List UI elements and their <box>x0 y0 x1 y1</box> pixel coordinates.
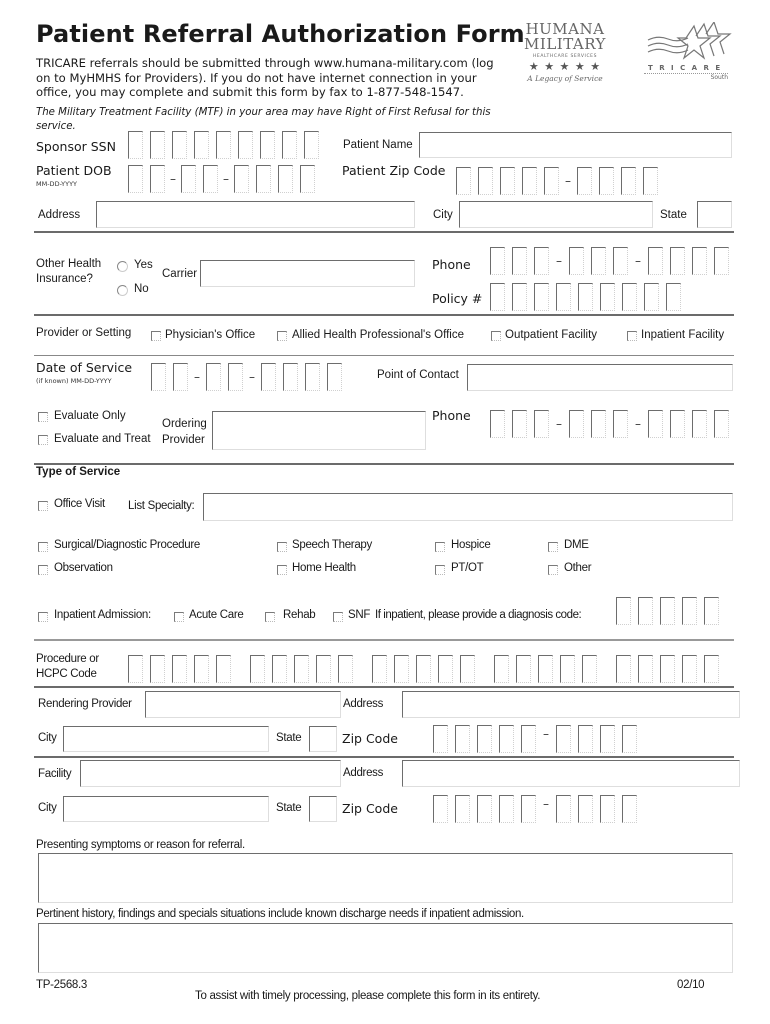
allied-health-checkbox[interactable] <box>277 331 287 341</box>
other-label: Other <box>564 562 592 574</box>
insurance-yes-radio[interactable] <box>117 261 128 272</box>
date-of-service-label: Date of Service <box>36 360 133 375</box>
dash-separator: – <box>249 370 255 384</box>
facility-address-label: Address <box>343 767 384 779</box>
zip-digit[interactable] <box>477 725 492 753</box>
inpatient-facility-checkbox[interactable] <box>627 331 637 341</box>
outpatient-facility-checkbox[interactable] <box>491 331 501 341</box>
zip-digit[interactable] <box>556 725 571 753</box>
date-digit[interactable] <box>206 363 221 391</box>
carrier-label: Carrier <box>162 268 198 280</box>
ssn-digit[interactable] <box>304 131 319 159</box>
diagnosis-digit[interactable] <box>616 597 631 625</box>
ssn-digit[interactable] <box>194 131 209 159</box>
phone-digit[interactable] <box>490 410 505 438</box>
phone-digit[interactable] <box>613 247 628 275</box>
divider <box>34 231 734 233</box>
zip-digit[interactable] <box>621 167 636 195</box>
dash-separator: – <box>556 417 562 431</box>
inpatient-admission-label: Inpatient Admission: <box>54 609 151 621</box>
procedure-code-group[interactable] <box>128 655 231 674</box>
zip-digit[interactable] <box>499 795 514 823</box>
phone-digit[interactable] <box>613 410 628 438</box>
code-digit[interactable] <box>150 655 165 683</box>
hospice-checkbox[interactable] <box>435 542 445 552</box>
zip-digit[interactable] <box>643 167 658 195</box>
code-digit[interactable] <box>660 655 675 683</box>
code-digit[interactable] <box>216 655 231 683</box>
phone-digit[interactable] <box>569 247 584 275</box>
dash-separator: – <box>223 172 229 186</box>
tricare-flag-stars-icon <box>644 22 734 62</box>
facility-zip-label: Zip Code <box>342 801 398 816</box>
rendering-provider-input[interactable] <box>145 691 341 718</box>
city-input[interactable] <box>459 201 653 228</box>
zip-digit[interactable] <box>521 725 536 753</box>
policy-digit[interactable] <box>556 283 571 311</box>
intro-text: TRICARE referrals should be submitted through www.humana-military.com (log on to MyHMHS for Providers). If you do not have internet connection in your office, you may complete and submit this form by fax to 1-877-548-1547. <box>36 56 494 99</box>
dob-digit[interactable] <box>278 165 293 193</box>
facility-city-input[interactable] <box>63 796 269 822</box>
code-digit[interactable] <box>294 655 309 683</box>
zip-digit[interactable] <box>556 795 571 823</box>
zip-digit[interactable] <box>478 167 493 195</box>
ssn-digit[interactable] <box>150 131 165 159</box>
evaluate-treat-label: Evaluate and Treat <box>54 433 151 445</box>
ordering-provider-line1: Ordering <box>162 418 207 430</box>
sponsor-ssn-label: Sponsor SSN <box>36 139 116 154</box>
dash-separator: – <box>543 797 549 811</box>
phone-digit[interactable] <box>714 410 729 438</box>
snf-checkbox[interactable] <box>333 612 343 622</box>
address-input[interactable] <box>96 201 415 228</box>
dash-separator: – <box>194 370 200 384</box>
dash-separator: – <box>565 174 571 188</box>
zip-digit[interactable] <box>600 795 615 823</box>
phone-digit[interactable] <box>670 410 685 438</box>
dob-digit[interactable] <box>181 165 196 193</box>
policy-digit[interactable] <box>600 283 615 311</box>
evaluate-only-label: Evaluate Only <box>54 410 126 422</box>
office-visit-checkbox[interactable] <box>38 501 48 511</box>
patient-dob-format: MM-DD-YYYY <box>36 180 78 188</box>
patient-name-label: Patient Name <box>343 139 413 151</box>
patient-dob-field[interactable] <box>128 165 315 193</box>
rendering-city-label: City <box>38 732 57 744</box>
diagnosis-digit[interactable] <box>704 597 719 625</box>
diagnosis-digit[interactable] <box>638 597 653 625</box>
procedure-label-line1: Procedure or <box>36 653 99 665</box>
form-revision: 02/10 <box>677 979 705 991</box>
rendering-state-input[interactable] <box>309 726 337 752</box>
tricare-name: T R I C A R E <box>648 64 723 72</box>
patient-dob-label: Patient DOB <box>36 163 112 178</box>
acute-care-label: Acute Care <box>189 609 244 621</box>
dash-separator: – <box>556 254 562 268</box>
code-digit[interactable] <box>682 655 697 683</box>
code-digit[interactable] <box>582 655 597 683</box>
phone-digit[interactable] <box>714 247 729 275</box>
code-digit[interactable] <box>494 655 509 683</box>
code-digit[interactable] <box>638 655 653 683</box>
divider <box>34 686 734 688</box>
point-of-contact-input[interactable] <box>467 364 733 391</box>
facility-label: Facility <box>38 768 72 780</box>
rendering-state-label: State <box>276 732 302 744</box>
phone-digit[interactable] <box>591 410 606 438</box>
zip-digit[interactable] <box>544 167 559 195</box>
symptoms-textarea[interactable] <box>38 853 733 903</box>
policy-digit[interactable] <box>622 283 637 311</box>
date-digit[interactable] <box>283 363 298 391</box>
divider <box>34 463 734 465</box>
evaluate-only-checkbox[interactable] <box>38 412 48 422</box>
code-digit[interactable] <box>704 655 719 683</box>
type-of-service-heading: Type of Service <box>36 466 121 478</box>
facility-address-input[interactable] <box>402 760 740 787</box>
pt-ot-checkbox[interactable] <box>435 565 445 575</box>
phone-digit[interactable] <box>569 410 584 438</box>
dash-separator: – <box>170 172 176 186</box>
form-id: TP-2568.3 <box>36 979 87 991</box>
date-digit[interactable] <box>261 363 276 391</box>
state-label: State <box>660 209 687 221</box>
phone-digit[interactable] <box>512 410 527 438</box>
divider <box>34 355 734 356</box>
rendering-address-label: Address <box>343 698 384 710</box>
insurance-phone-label: Phone <box>432 257 471 272</box>
zip-digit[interactable] <box>622 795 637 823</box>
code-digit[interactable] <box>372 655 387 683</box>
ordering-phone-field[interactable] <box>490 410 729 438</box>
date-digit[interactable] <box>151 363 166 391</box>
humana-logo-line2: MILITARY <box>524 35 606 53</box>
phone-digit[interactable] <box>692 247 707 275</box>
zip-digit[interactable] <box>456 167 471 195</box>
humana-military-logo <box>520 22 610 83</box>
ordering-provider-label <box>162 416 207 448</box>
code-digit[interactable] <box>250 655 265 683</box>
tricare-logo <box>644 22 744 81</box>
facility-zip-field[interactable] <box>433 795 637 823</box>
code-digit[interactable] <box>538 655 553 683</box>
zip-digit[interactable] <box>578 725 593 753</box>
code-digit[interactable] <box>338 655 353 683</box>
symptoms-label: Presenting symptoms or reason for referral. <box>36 839 245 851</box>
diagnosis-code-field[interactable] <box>616 597 719 625</box>
rehab-label: Rehab <box>283 609 316 621</box>
procedure-label-line2: HCPC Code <box>36 668 97 680</box>
speech-therapy-checkbox[interactable] <box>277 542 287 552</box>
history-textarea[interactable] <box>38 923 733 973</box>
state-input[interactable] <box>697 201 732 228</box>
list-specialty-input[interactable] <box>203 493 733 521</box>
zip-digit[interactable] <box>477 795 492 823</box>
point-of-contact-label: Point of Contact <box>377 369 459 381</box>
zip-digit[interactable] <box>433 725 448 753</box>
star-icon: ★ ★ ★ ★ ★ <box>528 60 602 73</box>
date-digit[interactable] <box>305 363 320 391</box>
sponsor-ssn-field[interactable] <box>128 131 319 159</box>
rendering-city-input[interactable] <box>63 726 269 752</box>
insurance-yes-label: Yes <box>134 259 153 271</box>
inpatient-facility-label: Inpatient Facility <box>641 329 725 341</box>
inpatient-admission-checkbox[interactable] <box>38 612 48 622</box>
date-digit[interactable] <box>228 363 243 391</box>
policy-digit[interactable] <box>534 283 549 311</box>
rehab-checkbox[interactable] <box>265 612 275 622</box>
dob-digit[interactable] <box>300 165 315 193</box>
ssn-digit[interactable] <box>128 131 143 159</box>
diagnosis-code-prompt: If inpatient, please provide a diagnosis code: <box>375 609 582 621</box>
zip-digit[interactable] <box>522 167 537 195</box>
provider-setting-label: Provider or Setting <box>36 327 132 339</box>
diagnosis-digit[interactable] <box>660 597 675 625</box>
tricare-region: South <box>710 74 728 81</box>
phone-digit[interactable] <box>670 247 685 275</box>
rendering-zip-label: Zip Code <box>342 731 398 746</box>
phone-digit[interactable] <box>648 247 663 275</box>
mtf-notice: The Military Treatment Facility (MTF) in your area may have Right of First Refusal for this service. <box>36 107 491 132</box>
code-digit[interactable] <box>394 655 409 683</box>
allied-health-label: Allied Health Professional's Office <box>292 329 465 341</box>
ssn-digit[interactable] <box>282 131 297 159</box>
rendering-zip-field[interactable] <box>433 725 637 753</box>
phone-digit[interactable] <box>591 247 606 275</box>
physicians-office-label: Physician's Office <box>165 329 256 341</box>
code-digit[interactable] <box>416 655 431 683</box>
code-digit[interactable] <box>560 655 575 683</box>
procedure-code-group[interactable] <box>372 655 475 674</box>
zip-digit[interactable] <box>455 795 470 823</box>
zip-digit[interactable] <box>499 725 514 753</box>
home-health-checkbox[interactable] <box>277 565 287 575</box>
ssn-digit[interactable] <box>172 131 187 159</box>
dob-digit[interactable] <box>256 165 271 193</box>
phone-digit[interactable] <box>648 410 663 438</box>
dash-separator: – <box>635 254 641 268</box>
other-checkbox[interactable] <box>548 565 558 575</box>
zip-digit[interactable] <box>455 725 470 753</box>
policy-digit[interactable] <box>490 283 505 311</box>
diagnosis-digit[interactable] <box>682 597 697 625</box>
code-digit[interactable] <box>194 655 209 683</box>
policy-digit[interactable] <box>644 283 659 311</box>
date-digit[interactable] <box>173 363 188 391</box>
zip-digit[interactable] <box>578 795 593 823</box>
policy-field[interactable] <box>490 283 681 311</box>
facility-input[interactable] <box>80 760 341 787</box>
history-label: Pertinent history, findings and specials situations include known discharge needs if inpatient admission. <box>36 908 524 920</box>
policy-digit[interactable] <box>512 283 527 311</box>
surgical-diagnostic-checkbox[interactable] <box>38 542 48 552</box>
policy-label: Policy # <box>432 291 483 306</box>
code-digit[interactable] <box>272 655 287 683</box>
zip-digit[interactable] <box>600 725 615 753</box>
dash-separator: – <box>543 727 549 741</box>
pt-ot-label: PT/OT <box>451 562 484 574</box>
code-digit[interactable] <box>438 655 453 683</box>
other-insurance-line2: Insurance? <box>36 273 93 285</box>
policy-digit[interactable] <box>578 283 593 311</box>
facility-state-label: State <box>276 802 302 814</box>
zip-digit[interactable] <box>599 167 614 195</box>
observation-checkbox[interactable] <box>38 565 48 575</box>
patient-zip-label: Patient Zip Code <box>342 163 446 178</box>
ordering-provider-line2: Provider <box>162 434 205 446</box>
procedure-code-group[interactable] <box>494 655 597 674</box>
code-digit[interactable] <box>460 655 475 683</box>
zip-digit[interactable] <box>500 167 515 195</box>
home-health-label: Home Health <box>292 562 356 574</box>
outpatient-facility-label: Outpatient Facility <box>505 329 598 341</box>
phone-digit[interactable] <box>534 247 549 275</box>
list-specialty-label: List Specialty: <box>128 500 195 512</box>
zip-digit[interactable] <box>577 167 592 195</box>
facility-state-input[interactable] <box>309 796 337 822</box>
zip-digit[interactable] <box>622 725 637 753</box>
facility-city-label: City <box>38 802 57 814</box>
code-digit[interactable] <box>516 655 531 683</box>
code-digit[interactable] <box>172 655 187 683</box>
other-insurance-line1: Other Health <box>36 258 102 270</box>
ssn-digit[interactable] <box>216 131 231 159</box>
insurance-phone-field[interactable] <box>490 247 729 275</box>
rendering-address-input[interactable] <box>402 691 740 718</box>
phone-digit[interactable] <box>512 247 527 275</box>
date-of-service-field[interactable] <box>151 363 342 391</box>
speech-therapy-label: Speech Therapy <box>292 539 372 551</box>
zip-digit[interactable] <box>521 795 536 823</box>
phone-digit[interactable] <box>692 410 707 438</box>
patient-zip-field[interactable] <box>456 167 658 195</box>
rendering-provider-label: Rendering Provider <box>38 698 132 710</box>
observation-label: Observation <box>54 562 113 574</box>
ssn-digit[interactable] <box>260 131 275 159</box>
code-digit[interactable] <box>316 655 331 683</box>
divider <box>34 756 734 758</box>
procedure-code-group[interactable] <box>250 655 353 674</box>
address-label: Address <box>38 209 81 221</box>
footer-note: To assist with timely processing, please complete this form in its entirety. <box>195 990 541 1002</box>
policy-digit[interactable] <box>666 283 681 311</box>
dme-checkbox[interactable] <box>548 542 558 552</box>
procedure-code-fields[interactable] <box>128 655 719 683</box>
evaluate-treat-checkbox[interactable] <box>38 435 48 445</box>
hospice-label: Hospice <box>451 539 491 551</box>
city-label: City <box>433 209 453 221</box>
phone-digit[interactable] <box>490 247 505 275</box>
acute-care-checkbox[interactable] <box>174 612 184 622</box>
insurance-no-label: No <box>134 283 149 295</box>
office-visit-label: Office Visit <box>54 498 105 510</box>
zip-digit[interactable] <box>433 795 448 823</box>
divider <box>34 639 734 641</box>
dob-digit[interactable] <box>128 165 143 193</box>
ssn-digit[interactable] <box>238 131 253 159</box>
surgical-diagnostic-label: Surgical/Diagnostic Procedure <box>54 539 200 551</box>
humana-tagline: A Legacy of Service <box>527 74 603 83</box>
phone-digit[interactable] <box>534 410 549 438</box>
ordering-phone-label: Phone <box>432 408 471 423</box>
other-insurance-question <box>36 257 101 287</box>
dme-label: DME <box>564 539 589 551</box>
date-digit[interactable] <box>327 363 342 391</box>
page-title: Patient Referral Authorization Form <box>36 20 525 48</box>
procedure-code-label <box>36 652 99 682</box>
dash-separator: – <box>635 417 641 431</box>
humana-logo-line3: HEALTHCARE SERVICES <box>532 54 598 59</box>
snf-label: SNF <box>348 609 371 621</box>
dob-digit[interactable] <box>234 165 249 193</box>
dob-digit[interactable] <box>203 165 218 193</box>
date-of-service-hint: (if known) MM-DD-YYYY <box>36 377 112 385</box>
insurance-no-radio[interactable] <box>117 285 128 296</box>
divider <box>34 314 734 316</box>
dob-digit[interactable] <box>150 165 165 193</box>
humana-logo-line1: HUMANA <box>525 20 605 38</box>
code-digit[interactable] <box>616 655 631 683</box>
patient-name-input[interactable] <box>419 132 732 158</box>
ordering-provider-input[interactable] <box>212 411 426 450</box>
physicians-office-checkbox[interactable] <box>151 331 161 341</box>
procedure-code-group[interactable] <box>616 655 719 674</box>
carrier-input[interactable] <box>200 260 415 287</box>
code-digit[interactable] <box>128 655 143 683</box>
